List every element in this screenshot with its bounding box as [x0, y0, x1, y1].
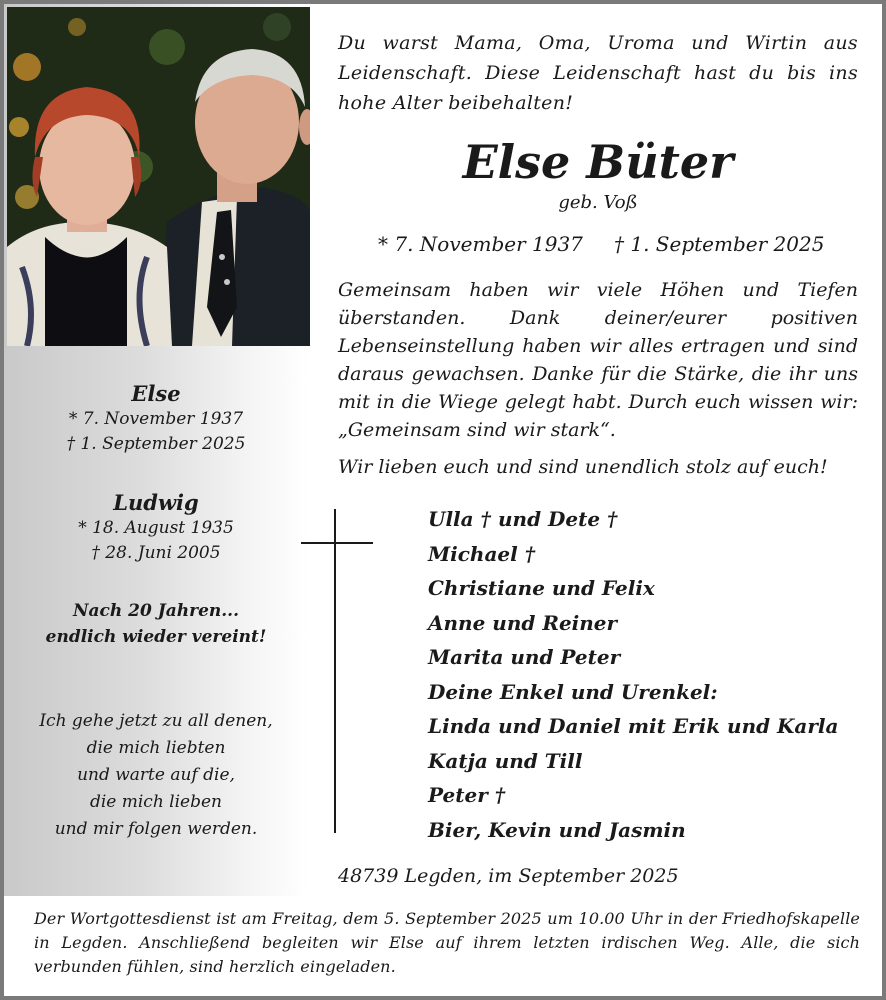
main-text: Gemeinsam haben wir viele Höhen und Tiefen überstanden. Dank deiner/eurer positiven Lebenseinstellung haben wir alles ertragen und sind daraus gewachsen. Danke für die Stärke, die ihr uns mit in die Wiege gelegt habt. Durch euch wissen wir: „Gemeinsam sind wir stark“. — [338, 279, 858, 441]
cross-icon-bar — [301, 542, 373, 544]
sidebar-else — [4, 381, 308, 457]
family-list — [428, 502, 868, 847]
family-entry: Deine Enkel und Urenkel: — [428, 679, 718, 704]
sidebar-ludwig-died: † 28. Juni 2005 — [91, 543, 221, 563]
birth-date: * 7. November 1937 — [378, 232, 583, 256]
reunion-line: Nach 20 Jahren... — [72, 601, 240, 621]
love-line: Wir lieben euch und sind unendlich stolz auf euch! — [338, 456, 828, 478]
sidebar-ludwig-name: Ludwig — [113, 490, 199, 515]
poem-line: Ich gehe jetzt zu all denen, — [39, 711, 273, 731]
sidebar-ludwig — [4, 490, 308, 566]
family-entry: Linda und Daniel mit Erik und Karla — [428, 714, 839, 738]
family-entry: Bier, Kevin und Jasmin — [428, 817, 686, 842]
family-entry: Marita und Peter — [428, 645, 621, 669]
sidebar-ludwig-born: * 18. August 1935 — [78, 518, 234, 538]
family-entry: Ulla † und Dete † — [428, 507, 618, 531]
sidebar-reunion — [4, 598, 308, 650]
family-entry: Christiane und Felix — [428, 576, 655, 600]
sidebar-else-name: Else — [131, 381, 181, 406]
poem-line: die mich lieben — [89, 792, 223, 812]
poem-line: und mir folgen werden. — [54, 819, 258, 839]
sidebar-else-died: † 1. September 2025 — [66, 434, 246, 454]
family-entry: Anne und Reiner — [428, 610, 618, 635]
reunion-line: endlich wieder vereint! — [45, 627, 267, 647]
place-date: 48739 Legden, im September 2025 — [338, 865, 679, 887]
sidebar-poem — [4, 708, 308, 843]
cross-icon — [334, 509, 336, 833]
family-entry: Peter † — [428, 783, 506, 807]
poem-line: die mich liebten — [86, 738, 226, 758]
deceased-name: Else Büter — [462, 135, 734, 189]
couple-photo — [7, 7, 310, 346]
family-entry: Michael † — [428, 541, 536, 566]
death-date: † 1. September 2025 — [614, 232, 825, 256]
service-info: Der Wortgottesdienst ist am Freitag, dem 5. September 2025 um 10.00 Uhr in der Friedhofskapelle in Legden. Anschließend begleiten wir Else auf ihrem letzten irdischen Weg. Alle, die sich verbunden fühlen, sind herzlich eingeladen. — [34, 909, 860, 976]
poem-line: und warte auf die, — [77, 765, 235, 785]
maiden-name: geb. Voß — [558, 192, 638, 213]
sidebar-else-born: * 7. November 1937 — [68, 409, 244, 429]
family-entry: Katja und Till — [428, 748, 583, 773]
intro-quote: Du warst Mama, Oma, Uroma und Wirtin aus Leidenschaft. Diese Leidenschaft hast du bis ins hohe Alter beibehalten! — [338, 32, 858, 114]
